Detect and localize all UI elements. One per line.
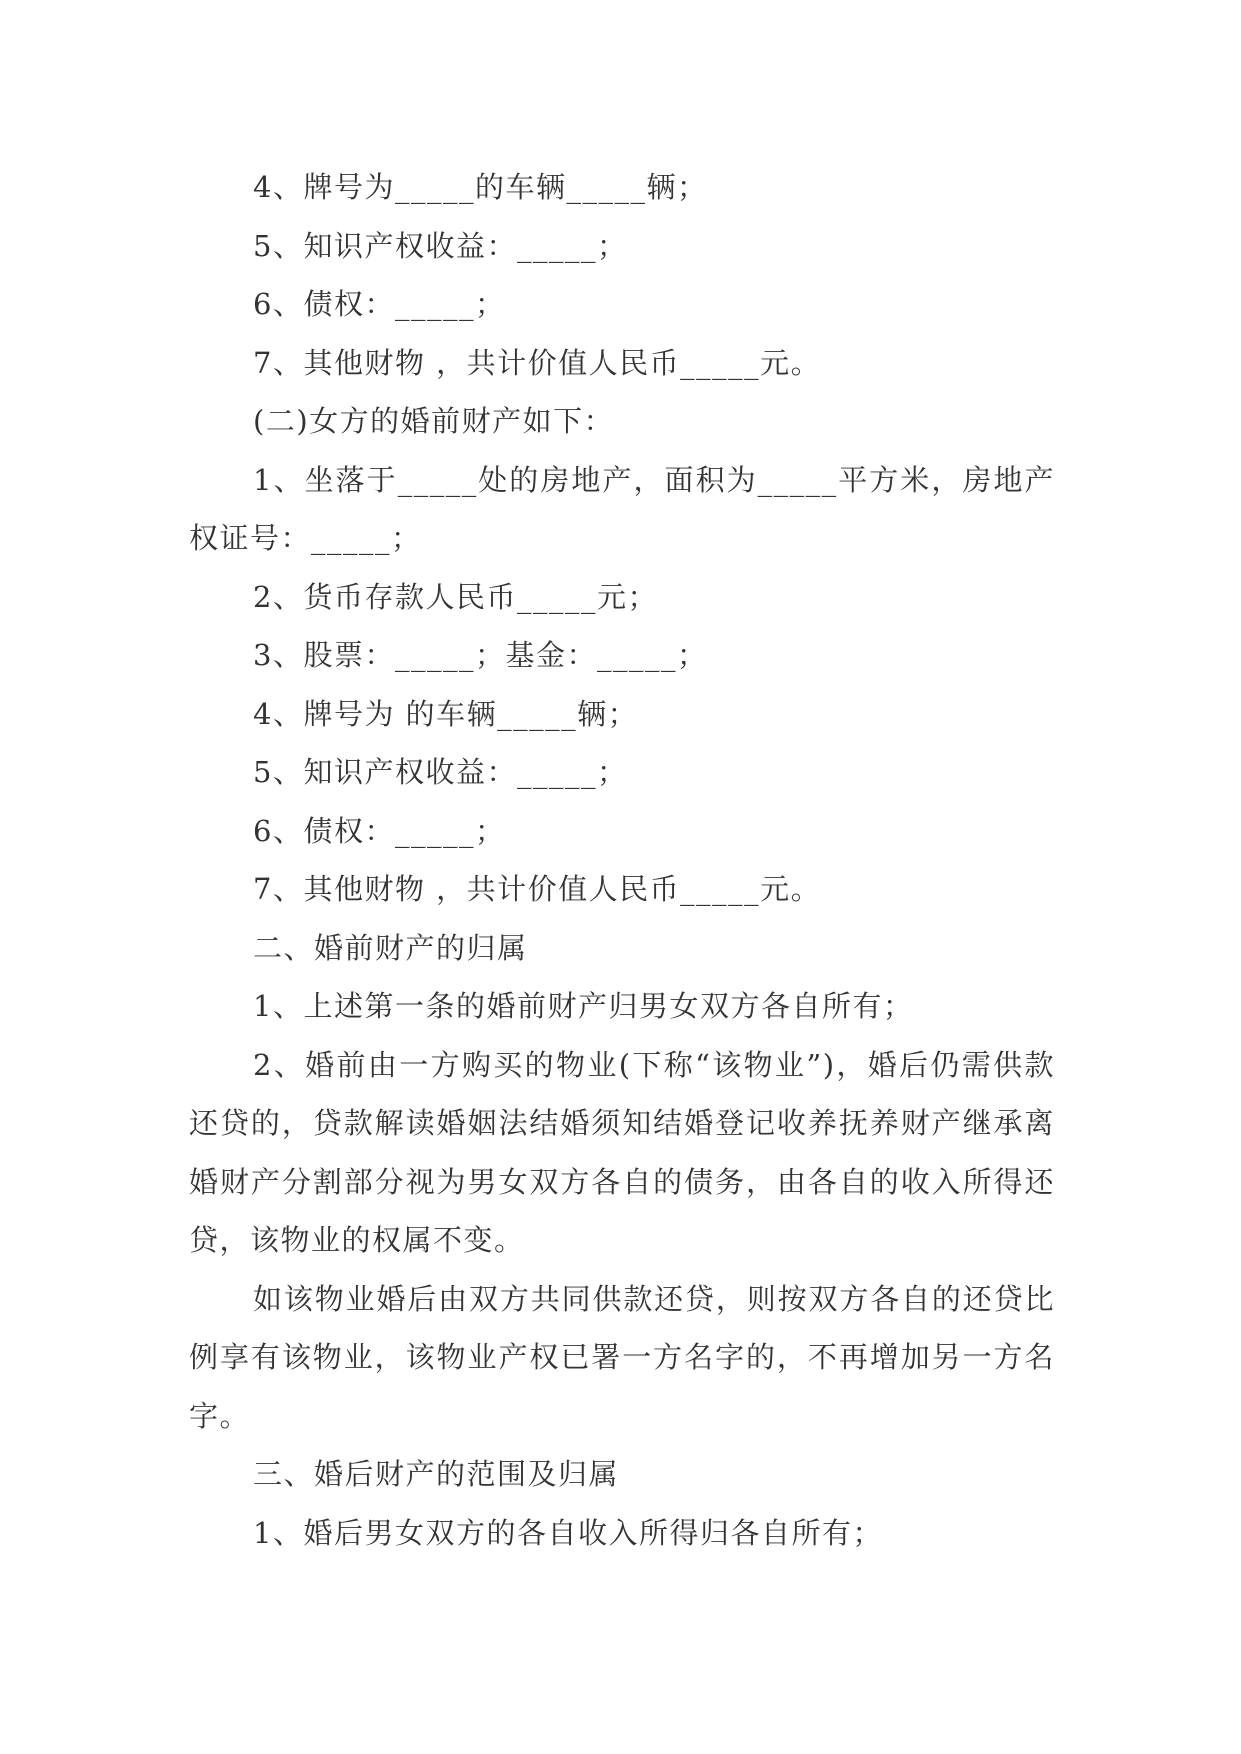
paragraph-male-other-property: 7、其他财物 ，共计价值人民币_____元。 — [253, 345, 822, 380]
section-heading-ownership: 二、婚前财产的归属 — [253, 930, 528, 965]
paragraph-female-vehicle: 4、牌号为 的车辆_____辆； — [253, 696, 639, 731]
paragraph-ownership-1: 1、上述第一条的婚前财产归男女双方各自所有； — [253, 989, 914, 1023]
paragraph-ownership-2: 2、婚前由一方购买的物业(下称“该物业”)，婚后仍需供款还贷的，贷款解读婚姻法结婚须知结婚登记收养抚养财产继承离婚财产分割部分视为男女双方各自的债务，由各自的收入所得还贷，该物业的权属不变。 — [189, 1047, 1055, 1257]
section-heading-female-property: (二)女方的婚前财产如下： — [253, 404, 615, 438]
paragraph-female-deposits: 2、货币存款人民币_____元； — [253, 579, 658, 614]
paragraph-female-real-estate: 1、坐落于_____处的房地产，面积为_____平方米，房地产权证号：_____； — [189, 462, 1055, 555]
paragraph-female-claims: 6、债权：_____； — [253, 813, 506, 848]
paragraph-female-ip-income: 5、知识产权收益：_____； — [253, 755, 628, 789]
paragraph-female-other-property: 7、其他财物 ，共计价值人民币_____元。 — [253, 872, 822, 906]
paragraph-joint-repayment: 如该物业婚后由双方共同供款还贷，则按双方各自的还贷比例享有该物业，该物业产权已署一方名字的，不再增加另一方名字。 — [189, 1281, 1055, 1433]
paragraph-marital-income: 1、婚后男女双方的各自收入所得归各自所有； — [253, 1515, 883, 1550]
paragraph-female-stocks-funds: 3、股票：_____；基金：_____； — [253, 638, 708, 672]
section-heading-marital-property: 三、婚后财产的范围及归属 — [253, 1457, 620, 1491]
paragraph-male-vehicle: 4、牌号为_____的车辆_____辆； — [253, 170, 708, 204]
paragraph-male-claims: 6、债权：_____； — [253, 287, 506, 321]
document-body — [189, 158, 1055, 1562]
paragraph-male-ip-income: 5、知识产权收益：_____； — [253, 228, 628, 263]
